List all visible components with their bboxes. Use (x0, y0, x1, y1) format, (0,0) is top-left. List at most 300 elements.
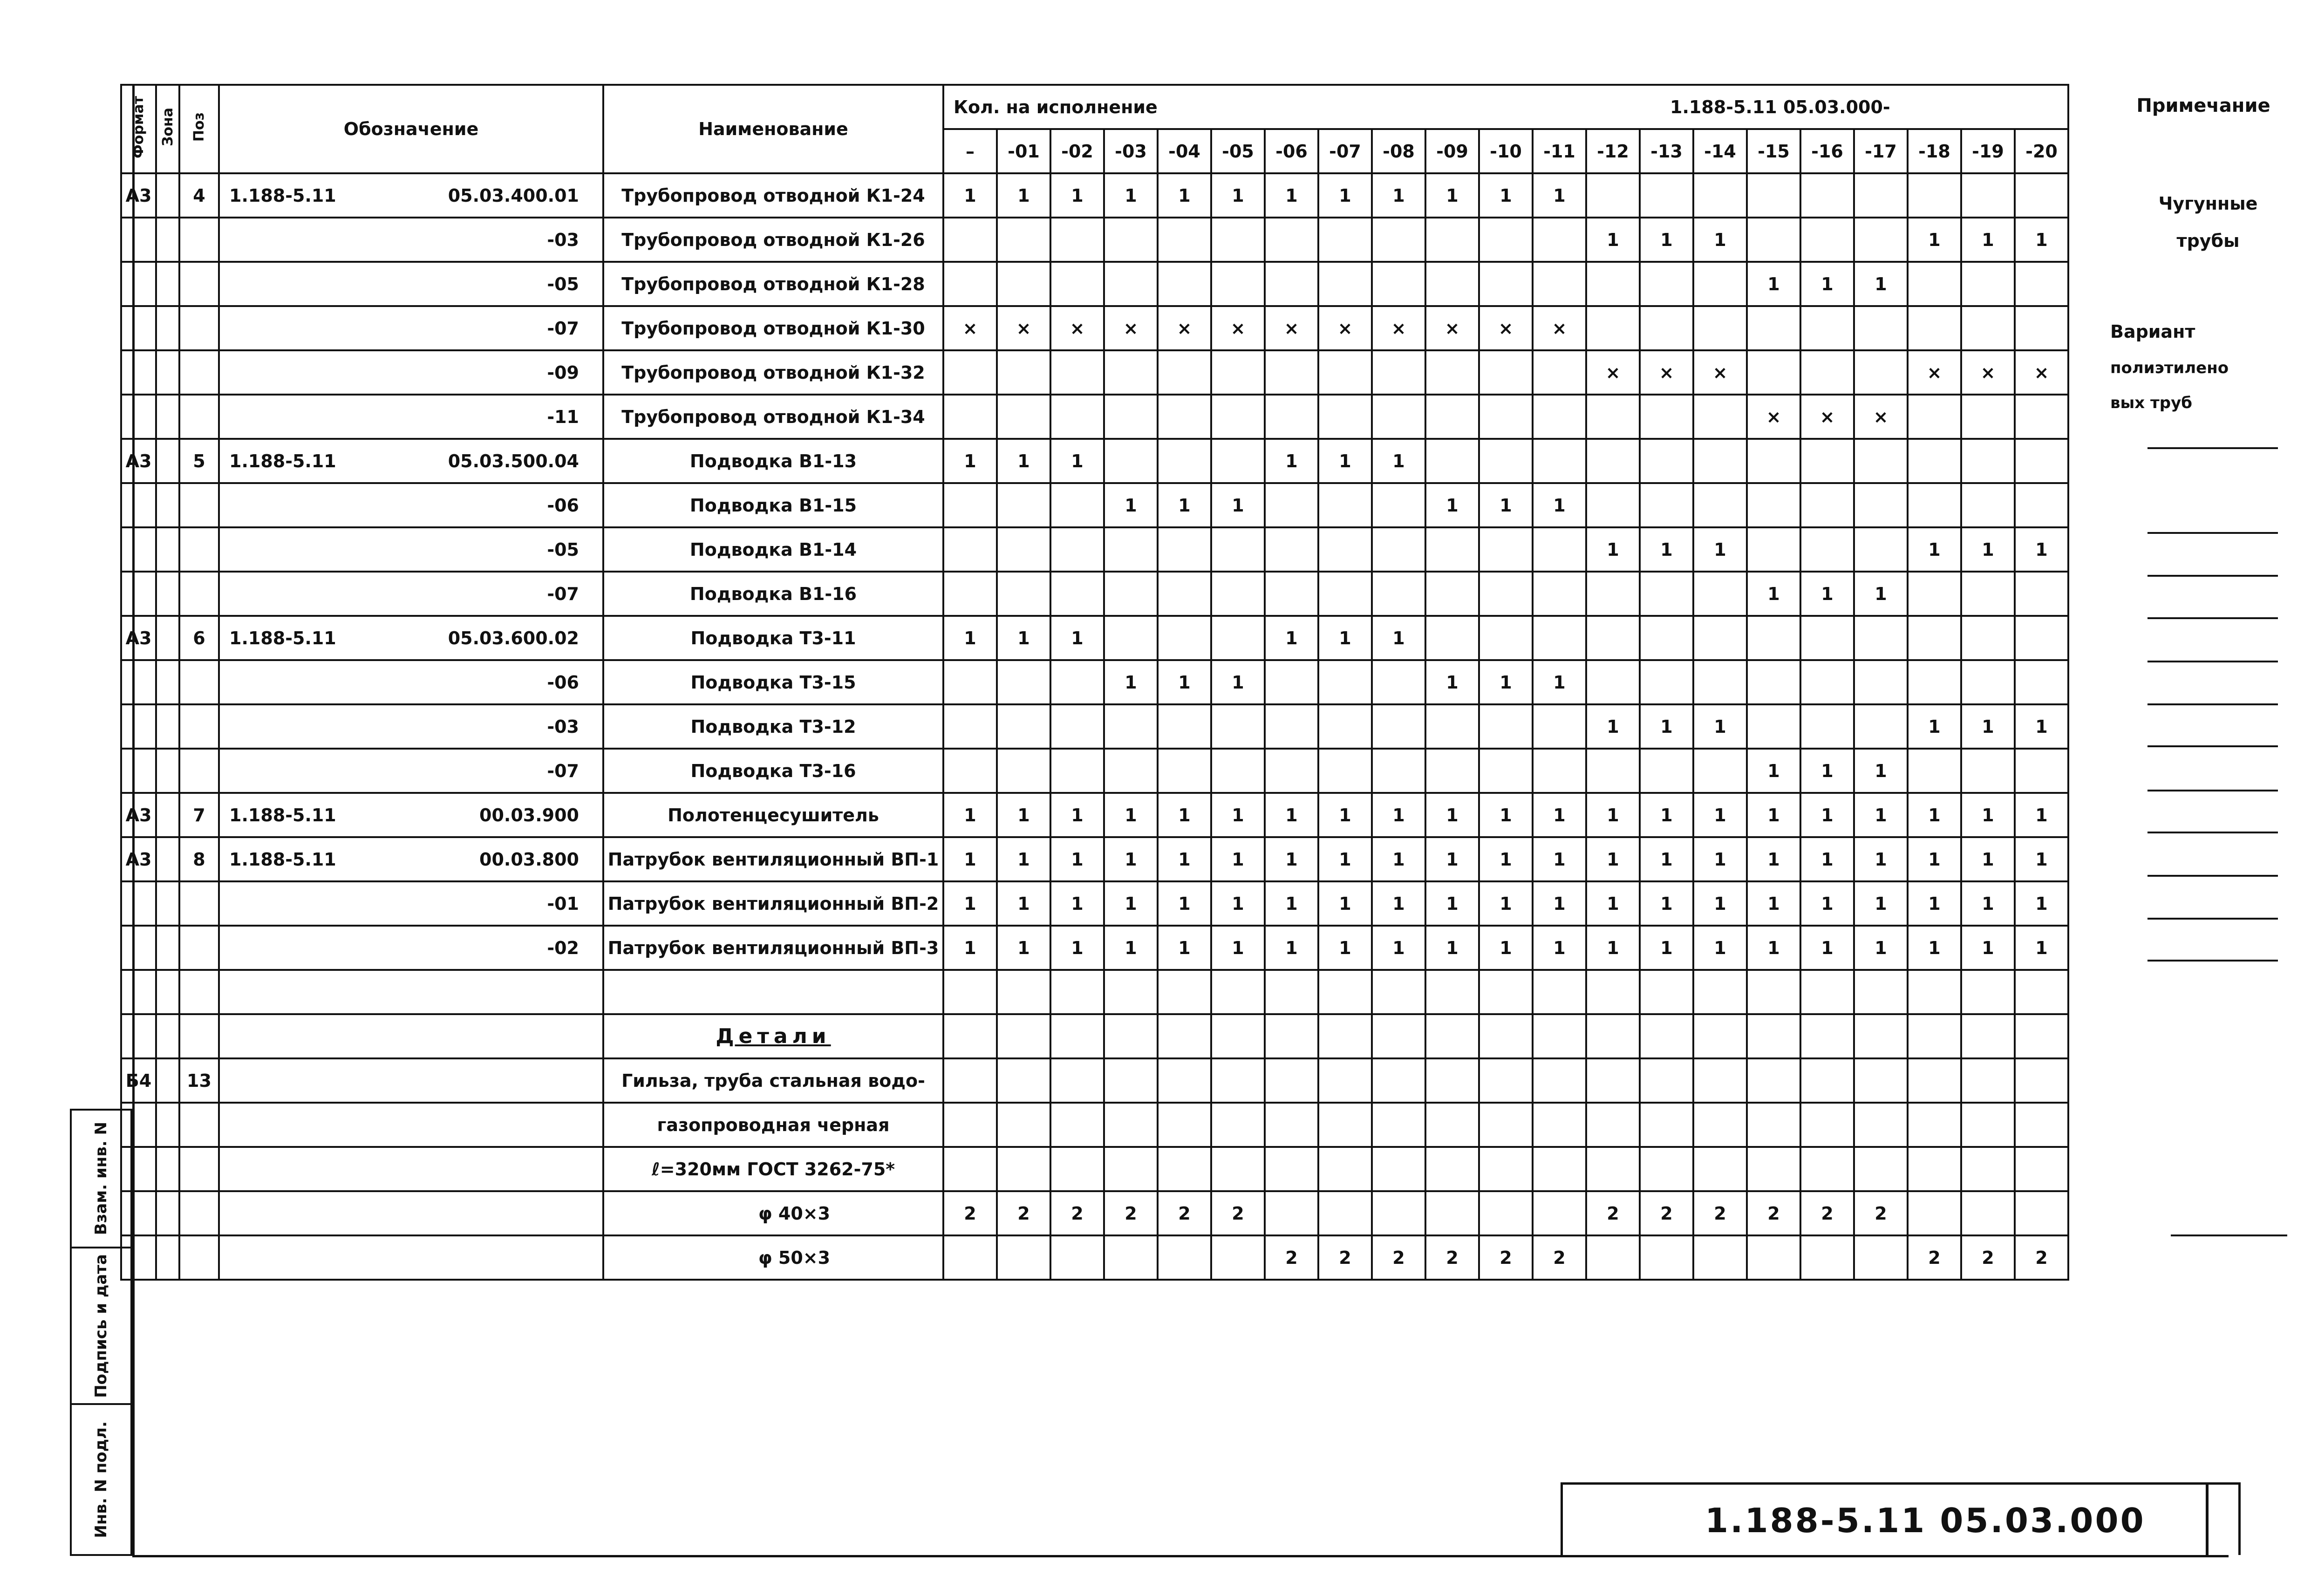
table-row (121, 262, 2068, 306)
qty-cell (1318, 704, 1372, 749)
variant-header-cell: -14 (1693, 129, 1747, 173)
qty-cell (1158, 572, 1211, 616)
qty-cell (1800, 1014, 1854, 1058)
qty-cell: × (1800, 395, 1854, 439)
name-cell: φ 50×3 (603, 1235, 943, 1280)
zone-cell (156, 1191, 179, 1235)
qty-cell (1640, 395, 1693, 439)
qty-cell: 1 (1640, 527, 1693, 572)
qty-cell: × (943, 306, 997, 350)
qty-cell: 1 (1533, 793, 1586, 837)
designation-cell (219, 970, 603, 1014)
qty-cell: 2 (1425, 1235, 1479, 1280)
qty-cell: × (1908, 350, 1961, 395)
table-row (121, 704, 2068, 749)
qty-cell (1158, 527, 1211, 572)
qty-cell (1104, 1014, 1158, 1058)
qty-cell: × (1318, 306, 1372, 350)
section-title-details: Детали (716, 1024, 831, 1048)
qty-cell (1533, 1103, 1586, 1147)
qty-cell (1586, 1103, 1640, 1147)
qty-cell (1693, 1103, 1747, 1147)
qty-cell (1265, 1014, 1318, 1058)
format-cell (121, 1014, 156, 1058)
qty-cell (1693, 1058, 1747, 1103)
name-cell: Трубопровод отводной К1-32 (603, 350, 943, 395)
qty-cell: 1 (1533, 660, 1586, 704)
qty-cell (2015, 1147, 2068, 1191)
qty-cell (1211, 439, 1265, 483)
qty-cell (2015, 1058, 2068, 1103)
qty-cell (1747, 1058, 1800, 1103)
name-header: Наименование (603, 85, 943, 173)
zone-cell (156, 395, 179, 439)
designation-cell (219, 483, 603, 527)
qty-cell: 1 (1693, 837, 1747, 881)
qty-cell: 1 (1908, 704, 1961, 749)
qty-cell (1747, 218, 1800, 262)
qty-cell: 1 (1265, 926, 1318, 970)
qty-cell (1318, 970, 1372, 1014)
qty-cell: 1 (997, 881, 1050, 926)
designation-cell (219, 616, 603, 660)
format-cell (121, 926, 156, 970)
zone-cell (156, 660, 179, 704)
qty-cell: 1 (1265, 439, 1318, 483)
qty-cell: 1 (1372, 616, 1425, 660)
designation-cell (219, 837, 603, 881)
qty-cell (1908, 173, 1961, 218)
qty-cell (1104, 262, 1158, 306)
qty-cell (943, 1058, 997, 1103)
zone-cell (156, 881, 179, 926)
variant-header-cell: -04 (1158, 129, 1211, 173)
qty-cell: 1 (1265, 837, 1318, 881)
frame-bottom-border (132, 1555, 2229, 1557)
qty-cell (1158, 1103, 1211, 1147)
qty-cell (1050, 572, 1104, 616)
qty-cell: 1 (1693, 527, 1747, 572)
designation-suffix: 00.03.900 (479, 805, 579, 825)
qty-cell (2015, 306, 2068, 350)
qty-cell: × (2015, 350, 2068, 395)
designation-cell (219, 1014, 603, 1058)
qty-cell: 1 (1533, 837, 1586, 881)
zone-cell (156, 704, 179, 749)
variant-header-cell: -02 (1050, 129, 1104, 173)
note-header: Примечание (2136, 95, 2270, 116)
pos-cell: 6 (179, 616, 219, 660)
qty-cell (943, 395, 997, 439)
qty-cell: 1 (1050, 837, 1104, 881)
qty-cell: 1 (997, 793, 1050, 837)
qty-cell (2015, 439, 2068, 483)
qty-cell: 2 (1747, 1191, 1800, 1235)
side-cell-inv-orig: Инв. N подл. (70, 1403, 132, 1556)
qty-cell (1586, 1235, 1640, 1280)
qty-cell: × (997, 306, 1050, 350)
variant-header-cell: -09 (1425, 129, 1479, 173)
qty-cell: 1 (1961, 527, 2015, 572)
qty-cell (997, 660, 1050, 704)
qty-cell: 1 (1318, 837, 1372, 881)
zone-cell (156, 173, 179, 218)
qty-cell: 1 (1640, 837, 1693, 881)
zone-cell (156, 1147, 179, 1191)
qty-cell (1318, 350, 1372, 395)
qty-cell (1372, 704, 1425, 749)
qty-cell (1425, 218, 1479, 262)
qty-cell (1693, 439, 1747, 483)
qty-cell: 1 (1318, 173, 1372, 218)
qty-cell (1211, 395, 1265, 439)
qty-cell: 1 (943, 616, 997, 660)
qty-cell (1586, 306, 1640, 350)
qty-cell (1854, 527, 1908, 572)
qty-cell: 1 (1854, 572, 1908, 616)
qty-cell (1479, 1014, 1533, 1058)
format-cell: А3 (121, 616, 156, 660)
qty-cell (1908, 1191, 1961, 1235)
qty-cell: 1 (1158, 173, 1211, 218)
qty-cell (1586, 395, 1640, 439)
name-cell: Гильза, труба стальная водо- (603, 1058, 943, 1103)
qty-cell: 1 (1693, 793, 1747, 837)
qty-cell: × (1050, 306, 1104, 350)
qty-cell: 1 (2015, 704, 2068, 749)
designation-suffix: 05.03.600.02 (448, 628, 579, 648)
qty-cell: 1 (1640, 704, 1693, 749)
qty-cell (1693, 572, 1747, 616)
qty-cell (1211, 572, 1265, 616)
qty-cell (1479, 1191, 1533, 1235)
name-cell: Подводка Т3-15 (603, 660, 943, 704)
qty-cell (997, 1014, 1050, 1058)
qty-cell (1265, 660, 1318, 704)
qty-cell (2015, 1191, 2068, 1235)
qty-cell: 1 (1050, 881, 1104, 926)
qty-cell: 2 (1158, 1191, 1211, 1235)
qty-cell (1961, 483, 2015, 527)
qty-cell (1050, 1147, 1104, 1191)
qty-cell: 1 (1479, 483, 1533, 527)
qty-cell: 1 (1211, 837, 1265, 881)
qty-cell (1158, 395, 1211, 439)
qty-cell (943, 749, 997, 793)
zone-cell (156, 262, 179, 306)
qty-cell (2015, 1103, 2068, 1147)
qty-cell (1104, 1103, 1158, 1147)
designation-code: 1.188-5.11 (229, 628, 336, 648)
qty-cell: 1 (1372, 837, 1425, 881)
pos-cell (179, 218, 219, 262)
qty-cell (1211, 749, 1265, 793)
qty-cell (1908, 1147, 1961, 1191)
designation-cell (219, 749, 603, 793)
table-row (121, 1147, 2068, 1191)
qty-cell (1800, 970, 1854, 1014)
qty-cell (1693, 1147, 1747, 1191)
qty-cell: 1 (1693, 218, 1747, 262)
qty-cell (1050, 262, 1104, 306)
qty-cell (1908, 262, 1961, 306)
qty-cell: 1 (943, 793, 997, 837)
qty-cell: 1 (1158, 793, 1211, 837)
qty-cell: 1 (1211, 793, 1265, 837)
qty-cell (1800, 483, 1854, 527)
qty-cell: 1 (1372, 439, 1425, 483)
qty-cell (1479, 395, 1533, 439)
qty-cell: 1 (2015, 527, 2068, 572)
format-cell (121, 572, 156, 616)
qty-cell: 1 (1050, 173, 1104, 218)
qty-cell: 1 (1800, 262, 1854, 306)
side-cell-swap-inv: Взам. инв. N (70, 1109, 132, 1248)
designation-cell (219, 1058, 603, 1103)
designation-suffix: -06 (547, 672, 579, 693)
qty-cell (1104, 395, 1158, 439)
qty-cell (1050, 483, 1104, 527)
qty-cell (1961, 262, 2015, 306)
qty-cell (1318, 483, 1372, 527)
pos-cell: 7 (179, 793, 219, 837)
qty-cell (1425, 1103, 1479, 1147)
qty-cell: 1 (1586, 704, 1640, 749)
qty-cell: 1 (1800, 881, 1854, 926)
qty-cell (1747, 704, 1800, 749)
table-row (121, 218, 2068, 262)
qty-cell (1961, 173, 2015, 218)
qty-cell (1372, 218, 1425, 262)
qty-cell: 1 (2015, 926, 2068, 970)
qty-cell: 1 (1211, 173, 1265, 218)
qty-cell: 2 (1533, 1235, 1586, 1280)
qty-cell (1372, 970, 1425, 1014)
qty-cell (1372, 1103, 1425, 1147)
qty-cell (1800, 616, 1854, 660)
qty-cell: 1 (1747, 262, 1800, 306)
qty-cell (1640, 1103, 1693, 1147)
qty-cell (1854, 1058, 1908, 1103)
qty-cell (1211, 1103, 1265, 1147)
qty-cell (1533, 350, 1586, 395)
qty-cell: 1 (2015, 881, 2068, 926)
qty-cell (1586, 970, 1640, 1014)
qty-cell (1908, 1058, 1961, 1103)
variant-header-cell: -13 (1640, 129, 1693, 173)
qty-cell (1050, 970, 1104, 1014)
qty-cell: 1 (1318, 439, 1372, 483)
qty-cell (1479, 350, 1533, 395)
qty-cell (943, 350, 997, 395)
qty-cell: 1 (1479, 881, 1533, 926)
pos-cell (179, 572, 219, 616)
zone-cell (156, 1058, 179, 1103)
qty-cell (1533, 527, 1586, 572)
qty-cell (1265, 1103, 1318, 1147)
qty-cell: × (1640, 350, 1693, 395)
qty-cell (1050, 749, 1104, 793)
table-row (121, 1191, 2068, 1235)
pos-header: Поз (179, 85, 219, 173)
qty-cell: × (1479, 306, 1533, 350)
qty-cell (1961, 1058, 2015, 1103)
designation-suffix: -11 (547, 407, 579, 427)
qty-cell (1854, 660, 1908, 704)
doc-code-header: 1.188-5.11 05.03.000- (1586, 85, 2068, 129)
qty-cell: 1 (1265, 793, 1318, 837)
qty-cell: 1 (1104, 793, 1158, 837)
format-cell (121, 970, 156, 1014)
format-cell (121, 306, 156, 350)
qty-cell: × (1693, 350, 1747, 395)
qty-cell: 1 (943, 439, 997, 483)
qty-cell: × (1961, 350, 2015, 395)
qty-cell: × (1211, 306, 1265, 350)
qty-cell (1586, 749, 1640, 793)
qty-cell (1908, 395, 1961, 439)
zone-cell (156, 350, 179, 395)
format-cell (121, 881, 156, 926)
qty-cell: 2 (1908, 1235, 1961, 1280)
qty-cell: 2 (1800, 1191, 1854, 1235)
pos-cell (179, 660, 219, 704)
designation-suffix: 00.03.800 (479, 849, 579, 870)
qty-cell (1533, 970, 1586, 1014)
qty-cell: 1 (1854, 881, 1908, 926)
note-variant-3: вых труб (2110, 394, 2192, 412)
qty-cell (1211, 1014, 1265, 1058)
qty-cell (1318, 218, 1372, 262)
table-row (121, 1058, 2068, 1103)
designation-code: 1.188-5.11 (229, 805, 336, 825)
qty-cell (1372, 1191, 1425, 1235)
zone-cell (156, 218, 179, 262)
qty-cell (1854, 616, 1908, 660)
variant-header-cell: -19 (1961, 129, 2015, 173)
designation-suffix: -05 (547, 274, 579, 294)
qty-cell (1586, 616, 1640, 660)
qty-cell (1372, 1058, 1425, 1103)
qty-cell: 1 (943, 173, 997, 218)
zone-header: Зона (156, 85, 179, 173)
qty-cell (997, 527, 1050, 572)
qty-cell (1425, 749, 1479, 793)
qty-cell: 2 (1479, 1235, 1533, 1280)
pos-cell (179, 1191, 219, 1235)
qty-cell (1747, 616, 1800, 660)
zone-cell (156, 306, 179, 350)
qty-cell: 1 (1586, 837, 1640, 881)
qty-cell (1425, 262, 1479, 306)
qty-cell (1533, 616, 1586, 660)
qty-cell: 2 (997, 1191, 1050, 1235)
qty-cell: 1 (1908, 837, 1961, 881)
name-cell: газопроводная черная (603, 1103, 943, 1147)
qty-cell (1533, 218, 1586, 262)
qty-cell: 1 (1961, 926, 2015, 970)
qty-cell (1586, 1147, 1640, 1191)
qty-cell (1640, 1235, 1693, 1280)
qty-cell (1854, 1014, 1908, 1058)
qty-cell (943, 527, 997, 572)
qty-cell (1372, 527, 1425, 572)
qty-cell: 1 (1800, 837, 1854, 881)
qty-cell (1747, 660, 1800, 704)
qty-cell (1693, 970, 1747, 1014)
qty-cell (1800, 1235, 1854, 1280)
qty-cell: × (1372, 306, 1425, 350)
qty-cell (1533, 1014, 1586, 1058)
variant-header-cell: -05 (1211, 129, 1265, 173)
qty-cell (1265, 1058, 1318, 1103)
qty-cell: 1 (1211, 660, 1265, 704)
zone-cell (156, 749, 179, 793)
qty-cell (1533, 439, 1586, 483)
qty-cell (943, 262, 997, 306)
qty-cell: 2 (1050, 1191, 1104, 1235)
qty-cell (1211, 704, 1265, 749)
qty-cell: 1 (1479, 926, 1533, 970)
qty-cell (997, 704, 1050, 749)
designation-suffix: -02 (547, 938, 579, 958)
qty-cell (1747, 1014, 1800, 1058)
qty-cell (1961, 439, 2015, 483)
qty-cell (2015, 173, 2068, 218)
designation-suffix: -03 (547, 230, 579, 250)
pos-cell (179, 926, 219, 970)
qty-cell: 1 (1211, 881, 1265, 926)
name-cell: φ 40×3 (603, 1191, 943, 1235)
qty-cell: × (1747, 395, 1800, 439)
qty-cell (1318, 660, 1372, 704)
qty-cell (1693, 616, 1747, 660)
qty-cell (1318, 1147, 1372, 1191)
qty-cell (1265, 1147, 1318, 1191)
qty-cell: 2 (1961, 1235, 2015, 1280)
pos-cell (179, 527, 219, 572)
format-cell: А3 (121, 173, 156, 218)
qty-cell (1104, 1147, 1158, 1191)
qty-cell (1372, 262, 1425, 306)
qty-cell: 1 (1908, 218, 1961, 262)
table-row (121, 395, 2068, 439)
qty-cell: 1 (1158, 660, 1211, 704)
name-cell: Подводка В1-16 (603, 572, 943, 616)
qty-cell (2015, 572, 2068, 616)
designation-suffix: -07 (547, 761, 579, 781)
qty-cell: 1 (1747, 881, 1800, 926)
qty-cell (997, 395, 1050, 439)
qty-cell (1908, 439, 1961, 483)
qty-cell (1318, 262, 1372, 306)
qty-cell: 1 (997, 926, 1050, 970)
format-cell (121, 749, 156, 793)
designation-suffix: 05.03.500.04 (448, 451, 579, 471)
name-cell: Трубопровод отводной К1-24 (603, 173, 943, 218)
qty-cell (1640, 439, 1693, 483)
pos-cell (179, 970, 219, 1014)
qty-cell (1158, 616, 1211, 660)
qty-cell (1533, 1058, 1586, 1103)
name-cell: Подводка Т3-11 (603, 616, 943, 660)
zone-cell (156, 572, 179, 616)
designation-code: 1.188-5.11 (229, 451, 336, 471)
qty-cell (1961, 572, 2015, 616)
qty-cell: 2 (1265, 1235, 1318, 1280)
qty-cell (2015, 660, 2068, 704)
qty-cell (943, 483, 997, 527)
